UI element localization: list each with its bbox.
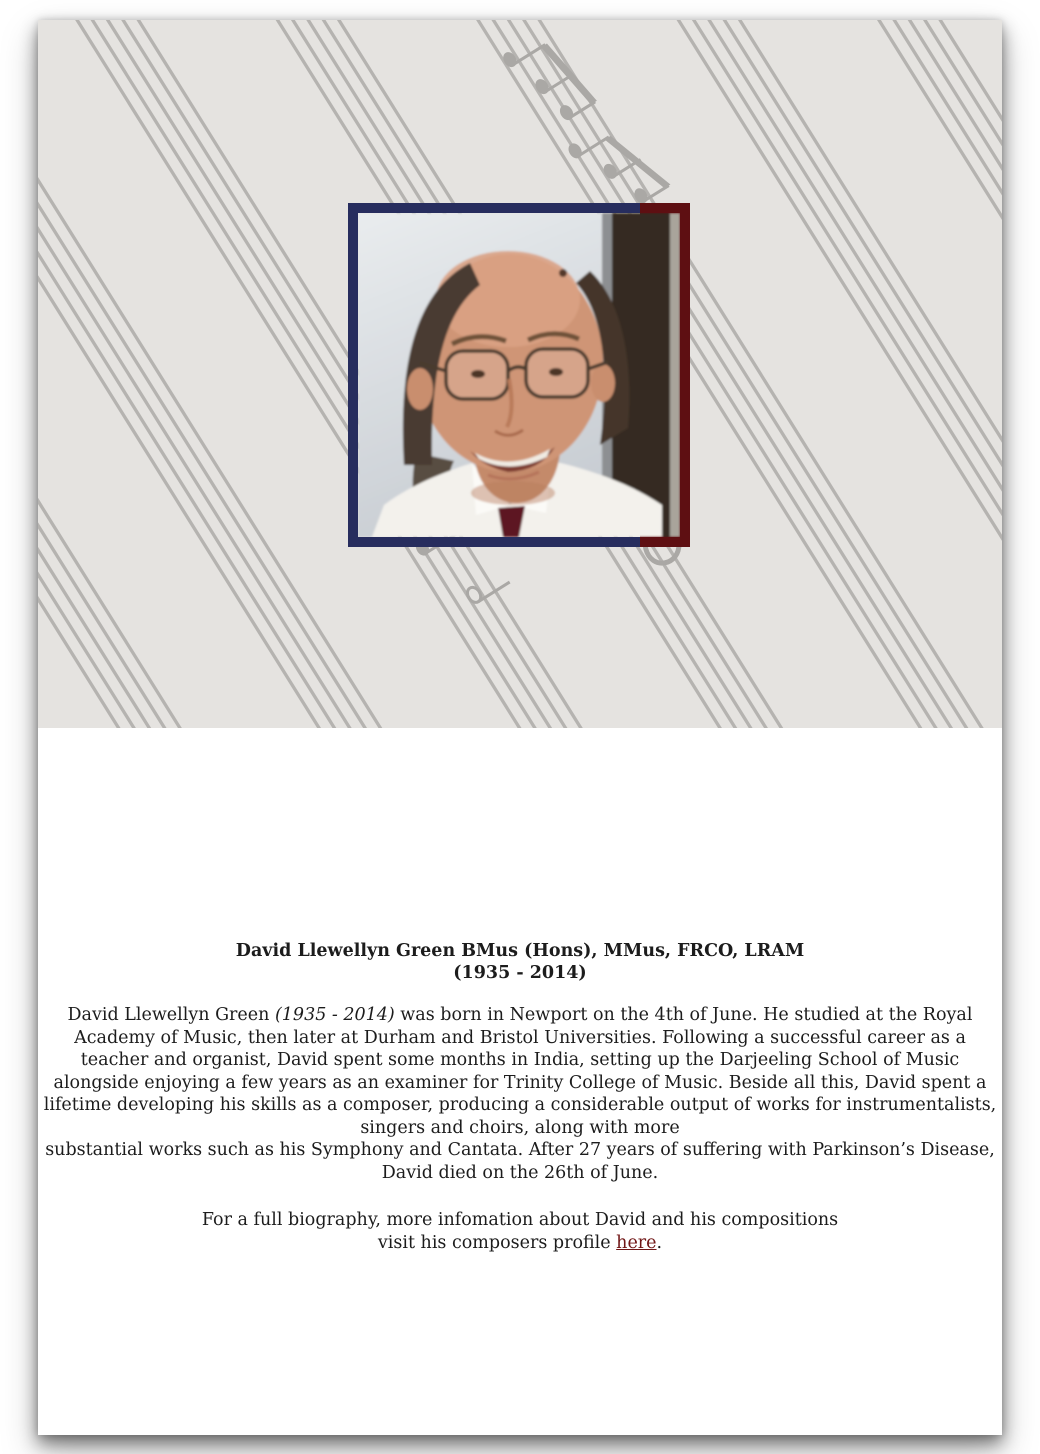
bio-part2: substantial works such as his Symphony and Cantata. After 27 years of suffering with Parkinson’s Disease, David died on the 26th of June. xyxy=(45,1140,995,1183)
page-title xyxy=(38,940,1002,984)
bio-part1: was born in Newport on the 4th of June. He studied at the Royal Academy of Music, then later at Durham and Bristol Universities. Following a successful career as a teacher and organist, David spent some months in India, setting up the Darjeeling School of Music alongside enjoying a few years as an examiner for Trinity College of Music. Beside all this, David spent a lifetime developing his skills as a composer, producing a considerable output of works for instrumentalists, singers and choirs, along with more xyxy=(43,1005,997,1138)
photo-frame xyxy=(348,203,690,547)
composer-profile-link[interactable]: here xyxy=(616,1232,657,1253)
footer-line1: For a full biography, more infomation about David and his compositions xyxy=(201,1210,839,1230)
bio-intro: David Llewellyn Green xyxy=(67,1005,275,1025)
page-title-line1: David Llewellyn Green BMus (Hons), MMus, FRCO, LRAM xyxy=(235,941,805,961)
biography-paragraph xyxy=(38,1004,1002,1184)
bio-dates-italic: (1935 - 2014) xyxy=(274,1005,395,1025)
page-title-dates: (1935 - 2014) xyxy=(453,963,587,983)
footer-line2-prefix: visit his composers profile xyxy=(377,1232,617,1253)
content-section xyxy=(38,728,1002,1435)
page xyxy=(38,20,1002,1435)
footer-note xyxy=(38,1209,1002,1254)
footer-line2-suffix: . xyxy=(656,1232,663,1253)
sheet-music-header xyxy=(38,20,1002,728)
portrait-photo xyxy=(358,213,680,537)
